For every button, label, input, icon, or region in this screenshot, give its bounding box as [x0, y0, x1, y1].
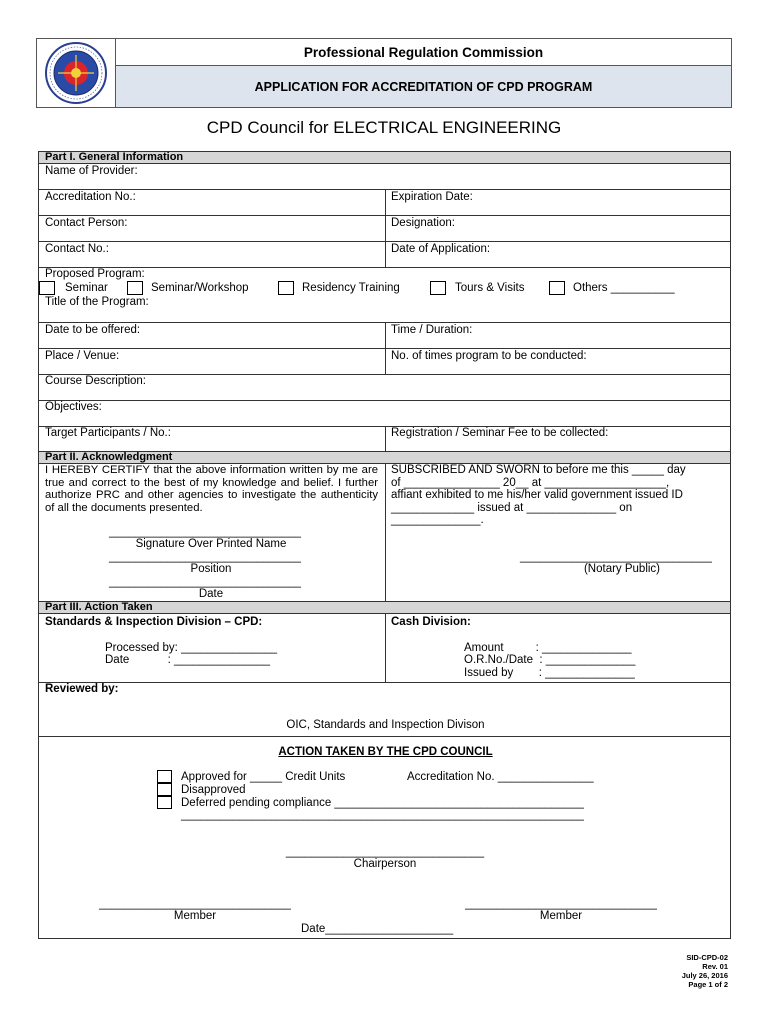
objectives-row[interactable] [39, 401, 730, 427]
prc-seal-icon [37, 39, 115, 107]
part3-divider [385, 614, 386, 683]
cash-division-label: Cash Division: [391, 616, 471, 628]
part1-divider-a [385, 190, 386, 268]
position-label: Position [190, 563, 232, 575]
part3-heading: Part III. Action Taken [39, 602, 730, 614]
registration-fee-label: Registration / Seminar Fee to be collected: [391, 427, 609, 439]
course-description-row[interactable] [39, 375, 730, 401]
page-number: Page 1 of 2 [688, 980, 728, 989]
seminar-checkbox[interactable] [39, 281, 55, 295]
signature-label: Signature Over Printed Name [135, 538, 287, 550]
tours-visits-checkbox[interactable] [430, 281, 446, 295]
proposed-program-row [39, 268, 730, 297]
others-checkbox[interactable] [549, 281, 565, 295]
approved-checkbox[interactable] [157, 770, 172, 783]
part2-divider [385, 464, 386, 602]
sworn-line-3: affiant exhibited to me his/her valid government issued ID [391, 489, 683, 502]
oic-label: OIC, Standards and Inspection Divison [286, 719, 485, 731]
notary-line[interactable]: ______________________________ [520, 551, 712, 563]
contact-no-label: Contact No.: [45, 243, 109, 255]
amount-field[interactable]: Amount : ______________ [464, 642, 632, 654]
seminar-workshop-checkbox[interactable] [127, 281, 143, 295]
residency-training-option: Residency Training [302, 282, 400, 294]
sworn-line-1: SUBSCRIBED AND SWORN to before me this _____ day [391, 464, 686, 476]
council-action-heading: ACTION TAKEN BY THE CPD COUNCIL [278, 746, 493, 758]
target-participants-label: Target Participants / No.: [45, 427, 171, 439]
date-line[interactable]: ______________________________ [109, 576, 301, 588]
objectives-label: Objectives: [45, 401, 102, 413]
name-of-provider-label: Name of Provider: [45, 165, 138, 177]
council-accreditation-no[interactable]: Accreditation No. _______________ [407, 771, 594, 783]
approved-label: Approved for _____ Credit Units [181, 771, 346, 783]
form-title: APPLICATION FOR ACCREDITATION OF CPD PROGRAM [116, 66, 731, 107]
council-date-field[interactable]: Date____________________ [301, 923, 454, 935]
deferred-label[interactable]: Deferred pending compliance _______________________________________ [181, 797, 584, 809]
date-to-be-offered-label: Date to be offered: [45, 324, 141, 336]
council-title: CPD Council for ELECTRICAL ENGINEERING [206, 118, 562, 137]
standards-division-label: Standards & Inspection Division – CPD: [45, 616, 263, 628]
no-of-times-label: No. of times program to be conducted: [391, 350, 587, 362]
expiration-date-label: Expiration Date: [391, 191, 473, 203]
part1-divider-b [385, 323, 386, 375]
council-action-section [39, 737, 730, 940]
or-no-field[interactable]: O.R.No./Date : ______________ [464, 654, 636, 666]
time-duration-label: Time / Duration: [391, 324, 473, 336]
chairperson-label: Chairperson [353, 858, 417, 870]
deferred-checkbox[interactable] [157, 796, 172, 809]
sworn-line-5: ______________. [391, 514, 484, 527]
chairperson-line[interactable]: _______________________________ [285, 846, 485, 858]
application-form [38, 151, 731, 939]
accreditation-no-label: Accreditation No.: [45, 191, 136, 203]
others-option: Others __________ [573, 282, 675, 294]
seminar-option: Seminar [65, 282, 108, 294]
issued-by-field[interactable]: Issued by : ______________ [464, 667, 635, 679]
form-date: July 26, 2016 [681, 971, 728, 980]
member-label-right: Member [539, 910, 583, 922]
disapproved-label: Disapproved [181, 784, 246, 796]
tours-visits-option: Tours & Visits [455, 282, 525, 294]
designation-label: Designation: [391, 217, 455, 229]
form-footer [682, 953, 728, 989]
deferred-continuation-line[interactable]: _______________________________________________________________ [181, 809, 584, 821]
seminar-workshop-option: Seminar/Workshop [151, 282, 249, 294]
name-of-provider-row[interactable] [39, 164, 730, 190]
part1-divider-c [385, 427, 386, 452]
date-of-application-label: Date of Application: [391, 243, 491, 255]
form-code: SID-CPD-02 [686, 953, 728, 962]
org-name: Professional Regulation Commission [116, 39, 731, 66]
date-label: Date [198, 588, 224, 600]
residency-training-checkbox[interactable] [278, 281, 294, 295]
date-field[interactable]: Date : _______________ [105, 654, 270, 666]
member-line-left[interactable]: ______________________________ [99, 898, 291, 910]
reviewed-by-row [39, 683, 730, 737]
sworn-line-4: _____________ issued at ______________ on [391, 501, 633, 514]
processed-by-field[interactable]: Processed by: _______________ [105, 642, 278, 654]
disapproved-checkbox[interactable] [157, 783, 172, 796]
place-venue-label: Place / Venue: [45, 350, 120, 362]
member-line-right[interactable]: ______________________________ [465, 898, 657, 910]
contact-person-label: Contact Person: [45, 217, 128, 229]
form-header [36, 38, 732, 108]
part1-heading: Part I. General Information [39, 152, 730, 164]
title-of-program-label: Title of the Program: [45, 296, 149, 308]
part2-heading: Part II. Acknowledgment [39, 452, 730, 464]
notary-label: (Notary Public) [583, 563, 661, 575]
signature-line[interactable]: ______________________________ [109, 526, 301, 538]
form-revision: Rev. 01 [702, 962, 728, 971]
prc-logo-cell [37, 39, 116, 107]
position-line[interactable]: ______________________________ [109, 551, 301, 563]
title-of-program-row[interactable] [39, 296, 730, 323]
sworn-line-2: of _______________ 20__ at ___________________, [391, 476, 670, 489]
member-label-left: Member [173, 910, 217, 922]
reviewed-by-label: Reviewed by: [45, 683, 119, 695]
course-description-label: Course Description: [45, 375, 146, 387]
proposed-program-label: Proposed Program: [45, 268, 145, 280]
certify-text: I HEREBY CERTIFY that the above information written by me are true and correct to the best of my knowledge and belief. I further authorize PRC and other agencies to investigate the authenticity of all the documents presented. [45, 464, 378, 514]
